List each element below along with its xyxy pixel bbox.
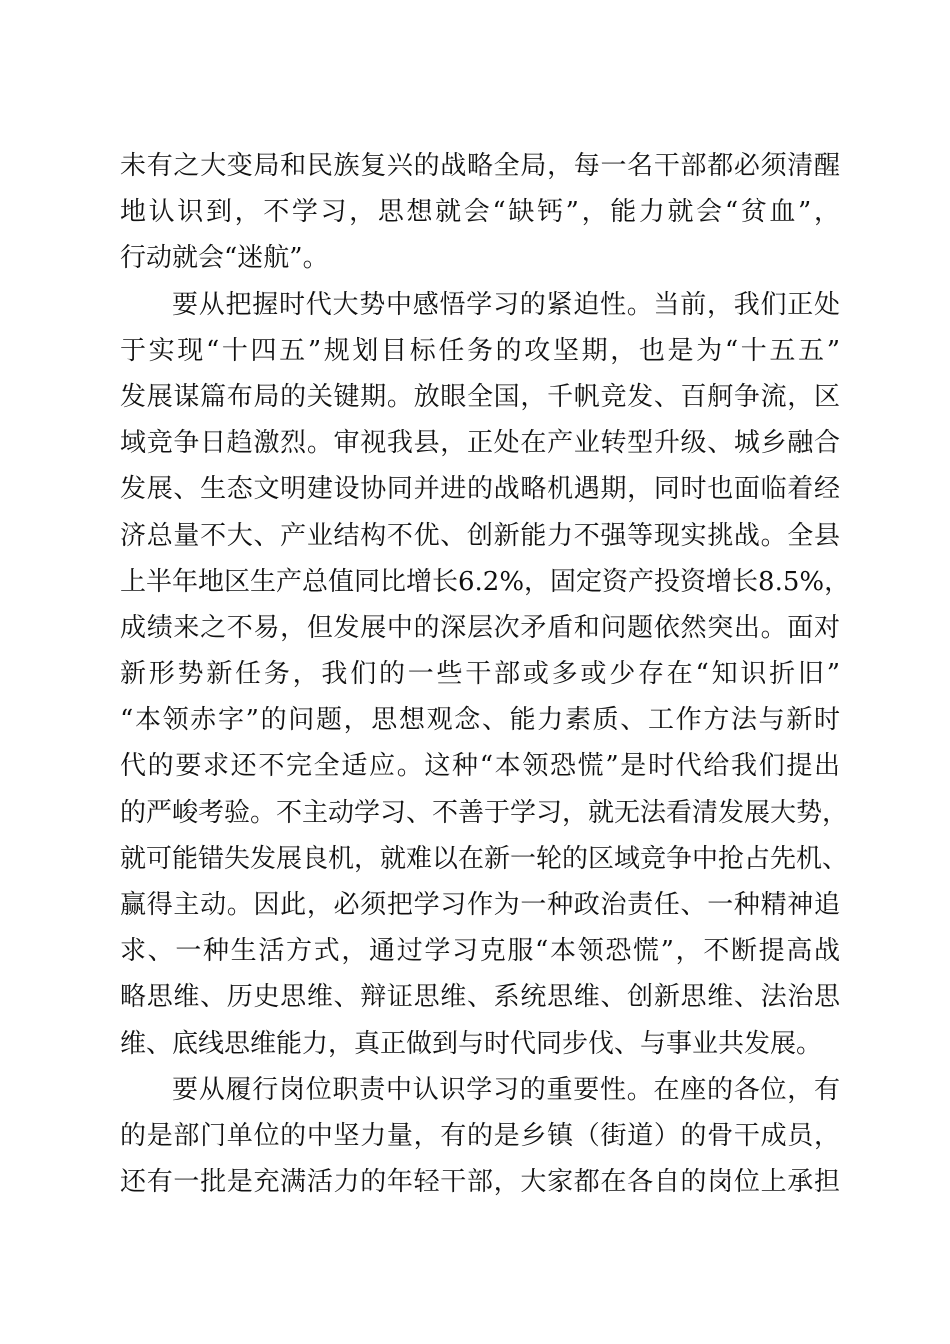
text-line: 求、一种生活方式，通过学习克服“本领恐慌”，不断提高战 xyxy=(120,936,840,967)
text-line: “本领赤字”的问题，思想观念、能力素质、工作方法与新时 xyxy=(120,705,840,736)
text-line: 未有之大变局和民族复兴的战略全局，每一名干部都必须清醒 xyxy=(120,151,840,181)
text-line: 就可能错失发展良机，就难以在新一轮的区域竞争中抢占先机、 xyxy=(120,843,849,874)
text-line: 上半年地区生产总值同比增长6.2%，固定资产投资增长8.5%， xyxy=(120,566,851,597)
text-line: 代的要求还不完全适应。这种“本领恐慌”是时代给我们提出 xyxy=(120,751,840,782)
paragraph-start-line: 要从履行岗位职责中认识学习的重要性。在座的各位，有 xyxy=(172,1074,840,1105)
text-line: 略思维、历史思维、辩证思维、系统思维、创新思维、法治思 xyxy=(120,982,840,1013)
text-line: 成绩来之不易，但发展中的深层次矛盾和问题依然突出。面对 xyxy=(120,612,840,643)
text-line: 维、底线思维能力，真正做到与时代同步伐、与事业共发展。 xyxy=(120,1028,823,1059)
text-line: 地认识到，不学习，思想就会“缺钙”，能力就会“贫血”， xyxy=(120,197,840,228)
text-line: 行动就会“迷航”。 xyxy=(120,243,329,274)
text-line: 域竞争日趋激烈。审视我县，正处在产业转型升级、城乡融合 xyxy=(120,428,840,459)
text-line: 新形势新任务，我们的一些干部或多或少存在“知识折旧” xyxy=(120,659,840,690)
text-line: 的是部门单位的中坚力量，有的是乡镇（街道）的骨干成员， xyxy=(120,1120,840,1151)
text-line: 赢得主动。因此，必须把学习作为一种政治责任、一种精神追 xyxy=(120,890,840,920)
text-line: 济总量不大、产业结构不优、创新能力不强等现实挑战。全县 xyxy=(120,520,840,551)
paragraph-start-line: 要从把握时代大势中感悟学习的紧迫性。当前，我们正处 xyxy=(172,289,840,320)
text-line: 的严峻考验。不主动学习、不善于学习，就无法看清发展大势， xyxy=(120,797,849,828)
text-line: 于实现“十四五”规划目标任务的攻坚期，也是为“十五五” xyxy=(120,335,840,366)
text-line: 发展、生态文明建设协同并进的战略机遇期，同时也面临着经 xyxy=(120,474,840,505)
body-text xyxy=(120,143,851,1205)
text-line: 还有一批是充满活力的年轻干部，大家都在各自的岗位上承担 xyxy=(120,1167,840,1198)
text-line: 发展谋篇布局的关键期。放眼全国，千帆竞发、百舸争流，区 xyxy=(120,381,840,412)
